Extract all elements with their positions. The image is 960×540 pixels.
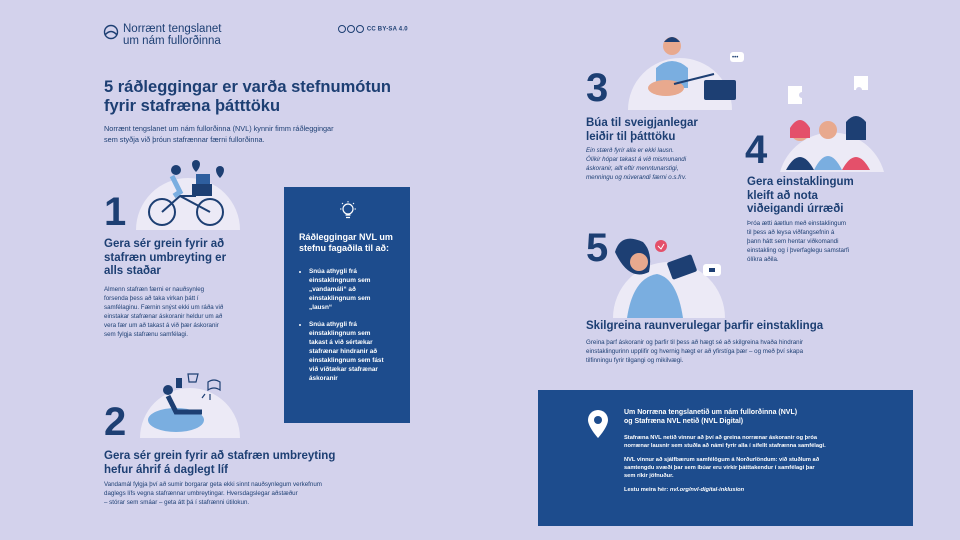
license-text: CC BY-SA 4.0: [366, 26, 408, 33]
tablet-user-illustration: [605, 232, 735, 318]
section5-body-line: tilfinningu fyrir tilgangi og mikilvægi.: [586, 357, 684, 364]
recommendation-line: • Snúa athygli frá: [309, 268, 357, 275]
intro-line1: Norrænt tengslanet um nám fullorðinna (NVL) kynnir fimm ráðleggingar: [104, 124, 334, 133]
section3-body-line: Ein stærð fyrir alla er ekki lausn.: [586, 147, 675, 154]
section5-body-line: Greina þarf áskoranir og þarfir til þess að hægt sé að skilgreina hvaða hindranir: [586, 339, 804, 346]
title-line1: 5 ráðleggingar er varða stefnumótun: [104, 78, 391, 96]
reader-illustration: [132, 358, 242, 438]
section2-title-line1: Gera sér grein fyrir að stafræn umbreyting: [104, 450, 336, 462]
intro-line2: sem styðja við þróun stafrænnar færni fullorðinna.: [104, 134, 265, 144]
section5-body: [586, 338, 916, 365]
about-body: [624, 434, 904, 494]
section1-body-line: Almenn stafræn færni er nauðsynleg: [104, 286, 205, 293]
section4-body-line: þann hátt sem hentar viðkomandi: [747, 238, 839, 245]
section4-title-line1: Gera einstaklingum: [747, 176, 854, 188]
guitar-player-illustration: [622, 28, 752, 110]
section3-title: [586, 117, 746, 144]
recommendation-line: einstaklingnum sem fást: [309, 357, 384, 364]
section1-body-line: vera fær um að takast á við þær áskoranir: [104, 322, 219, 329]
section4-number: 4: [745, 128, 768, 172]
section4-body-line: einstakling og í þverfaglegu samstarfi: [747, 247, 850, 254]
group-illustration: [776, 72, 886, 172]
section4-title-line2: kleift að nota: [747, 189, 818, 202]
section3-body: [586, 146, 746, 182]
section3-title-line1: Búa til sveigjanlegar: [586, 117, 698, 129]
recommendation-line: áskoranir: [309, 375, 338, 382]
section2-body: [104, 480, 404, 507]
by-icon: [347, 25, 355, 33]
section3-body-line: menningu og núverandi færni o.s.frv.: [586, 174, 687, 181]
section4-body-line: Þróa ætti áætlun með einstaklingum: [747, 220, 847, 227]
about-title-line2: og Stafræna NVL netið (NVL Digital): [624, 418, 744, 425]
read-more: [624, 486, 904, 494]
section1-title-line2: stafræn umbreyting er: [104, 251, 227, 264]
license-badge: [338, 25, 408, 33]
section2-body-line: Vandamál fylgja því að sumir borgarar geta ekki sinnt nauðsynlegum verkefnum: [104, 481, 322, 488]
section3-title-line2: leiðir til þátttöku: [586, 130, 676, 143]
section5-body-line: einstaklingurinn upplifir og hvernig hægt er að yfirstíga þær – og með því skapa: [586, 348, 804, 355]
nvl-logo-icon: [103, 24, 119, 40]
section1-body-line: forsenda þess að taka virkan þátt í: [104, 295, 199, 302]
recommendations-title-line2: stefnu fagaðila til að:: [299, 243, 390, 253]
section2-body-line: – stórar sem smáar – geta átt þá í stafrænni útilokun.: [104, 499, 250, 506]
location-pin-icon: [587, 409, 609, 439]
section2-number: 2: [104, 400, 127, 444]
cc-icon: [338, 25, 346, 33]
recommendation-line: „vandamáli“ að: [309, 286, 356, 293]
recommendation-line: • Snúa athygli frá: [309, 321, 357, 328]
lightbulb-icon: [339, 201, 357, 221]
about-title: [624, 408, 894, 426]
section1-body-line: einstakar stafrænar áskoranir heldur um að: [104, 313, 223, 320]
section1-body-line: samfélaginu. Færnin snýst ekki um ráða við: [104, 304, 224, 311]
section1-title-line3: alls staðar: [104, 265, 161, 277]
read-more-label: Lestu meira hér:: [624, 487, 670, 493]
section2-title-line2: hefur áhrif á daglegt líf: [104, 463, 228, 476]
recommendations-list: [299, 267, 409, 391]
section3-body-line: áskoranir, allt eftir menntunarstigi,: [586, 165, 679, 172]
about-line: Stafræna NVL netið vinnur að því að greina norrænar áskoranir og þróa: [624, 435, 817, 441]
about-line: norrænar lausnir sem stuðla að námi fyrir alla í sífellt stafrænna samfélagi.: [624, 443, 826, 449]
section1-body-line: sem fylgja stafrænu samfélagi.: [104, 331, 188, 338]
section1-body: [104, 285, 284, 339]
title-line2: fyrir stafræna þátttöku: [104, 97, 281, 115]
section4-body: [747, 219, 922, 264]
section4-body-line: ólíkra aðila.: [747, 256, 779, 263]
about-line: samtengdu svæði þar sem íbúar eru virkir þátttakendur í samfélagi þar: [624, 465, 815, 471]
intro-text: [104, 124, 424, 145]
section1-number: 1: [104, 190, 127, 234]
section4-title: [747, 176, 917, 217]
recommendation-item-1: [309, 267, 409, 312]
logo-line1: Norrænt tengslanet: [123, 23, 222, 35]
section3-number: 3: [586, 66, 609, 110]
section1-title: [104, 238, 274, 279]
read-more-link[interactable]: nvl.org/nvl-digital-inklusion: [669, 487, 745, 493]
cyclist-illustration: [130, 156, 242, 230]
recommendation-line: einstaklingnum sem: [309, 277, 371, 284]
recommendations-box: [284, 187, 410, 423]
section5-number: 5: [586, 226, 609, 270]
page-title: [104, 78, 444, 116]
recommendation-line: stafrænar hindranir að: [309, 348, 378, 355]
recommendation-line: „lausn“: [309, 304, 333, 311]
section4-body-line: til þess að leysa viðfangsefnin á: [747, 229, 835, 236]
section2-title: [104, 450, 404, 477]
recommendation-line: einstaklingnum sem: [309, 295, 371, 302]
section4-title-line3: viðeigandi úrræði: [747, 203, 844, 215]
recommendation-line: við víðtækar stafrænar: [309, 366, 378, 373]
section1-title-line1: Gera sér grein fyrir að: [104, 238, 225, 250]
section3-body-line: Ólíkir hópar takast á við mismunandi: [586, 156, 687, 163]
about-box: [538, 390, 913, 526]
recommendation-item-2: [309, 320, 409, 383]
sa-icon: [356, 25, 364, 33]
recommendation-line: einstaklingnum sem: [309, 330, 371, 337]
about-title-line1: Um Norræna tengslanetið um nám fullorðinna (NVL): [624, 409, 798, 416]
recommendations-title-line1: Ráðleggingar NVL um: [299, 232, 393, 242]
section5-title: Skilgreina raunverulegar þarfir einstaklinga: [586, 320, 824, 332]
section2-body-line: daglegs lífs vegna stafrænnar umbreytingar. Hversdagslegar aðstæður: [104, 490, 298, 497]
logo-line2: um nám fullorðinna: [123, 35, 221, 47]
about-line: sem ríkir jöfnuður.: [624, 473, 674, 479]
about-line: NVL vinnur að sjálfbærum samfélögum á Norðurlöndum: við stuðlum að: [624, 457, 820, 463]
svg-text:•••: •••: [732, 55, 739, 61]
recommendation-line: takast á við sértækar: [309, 339, 373, 346]
recommendations-title: [299, 232, 404, 254]
